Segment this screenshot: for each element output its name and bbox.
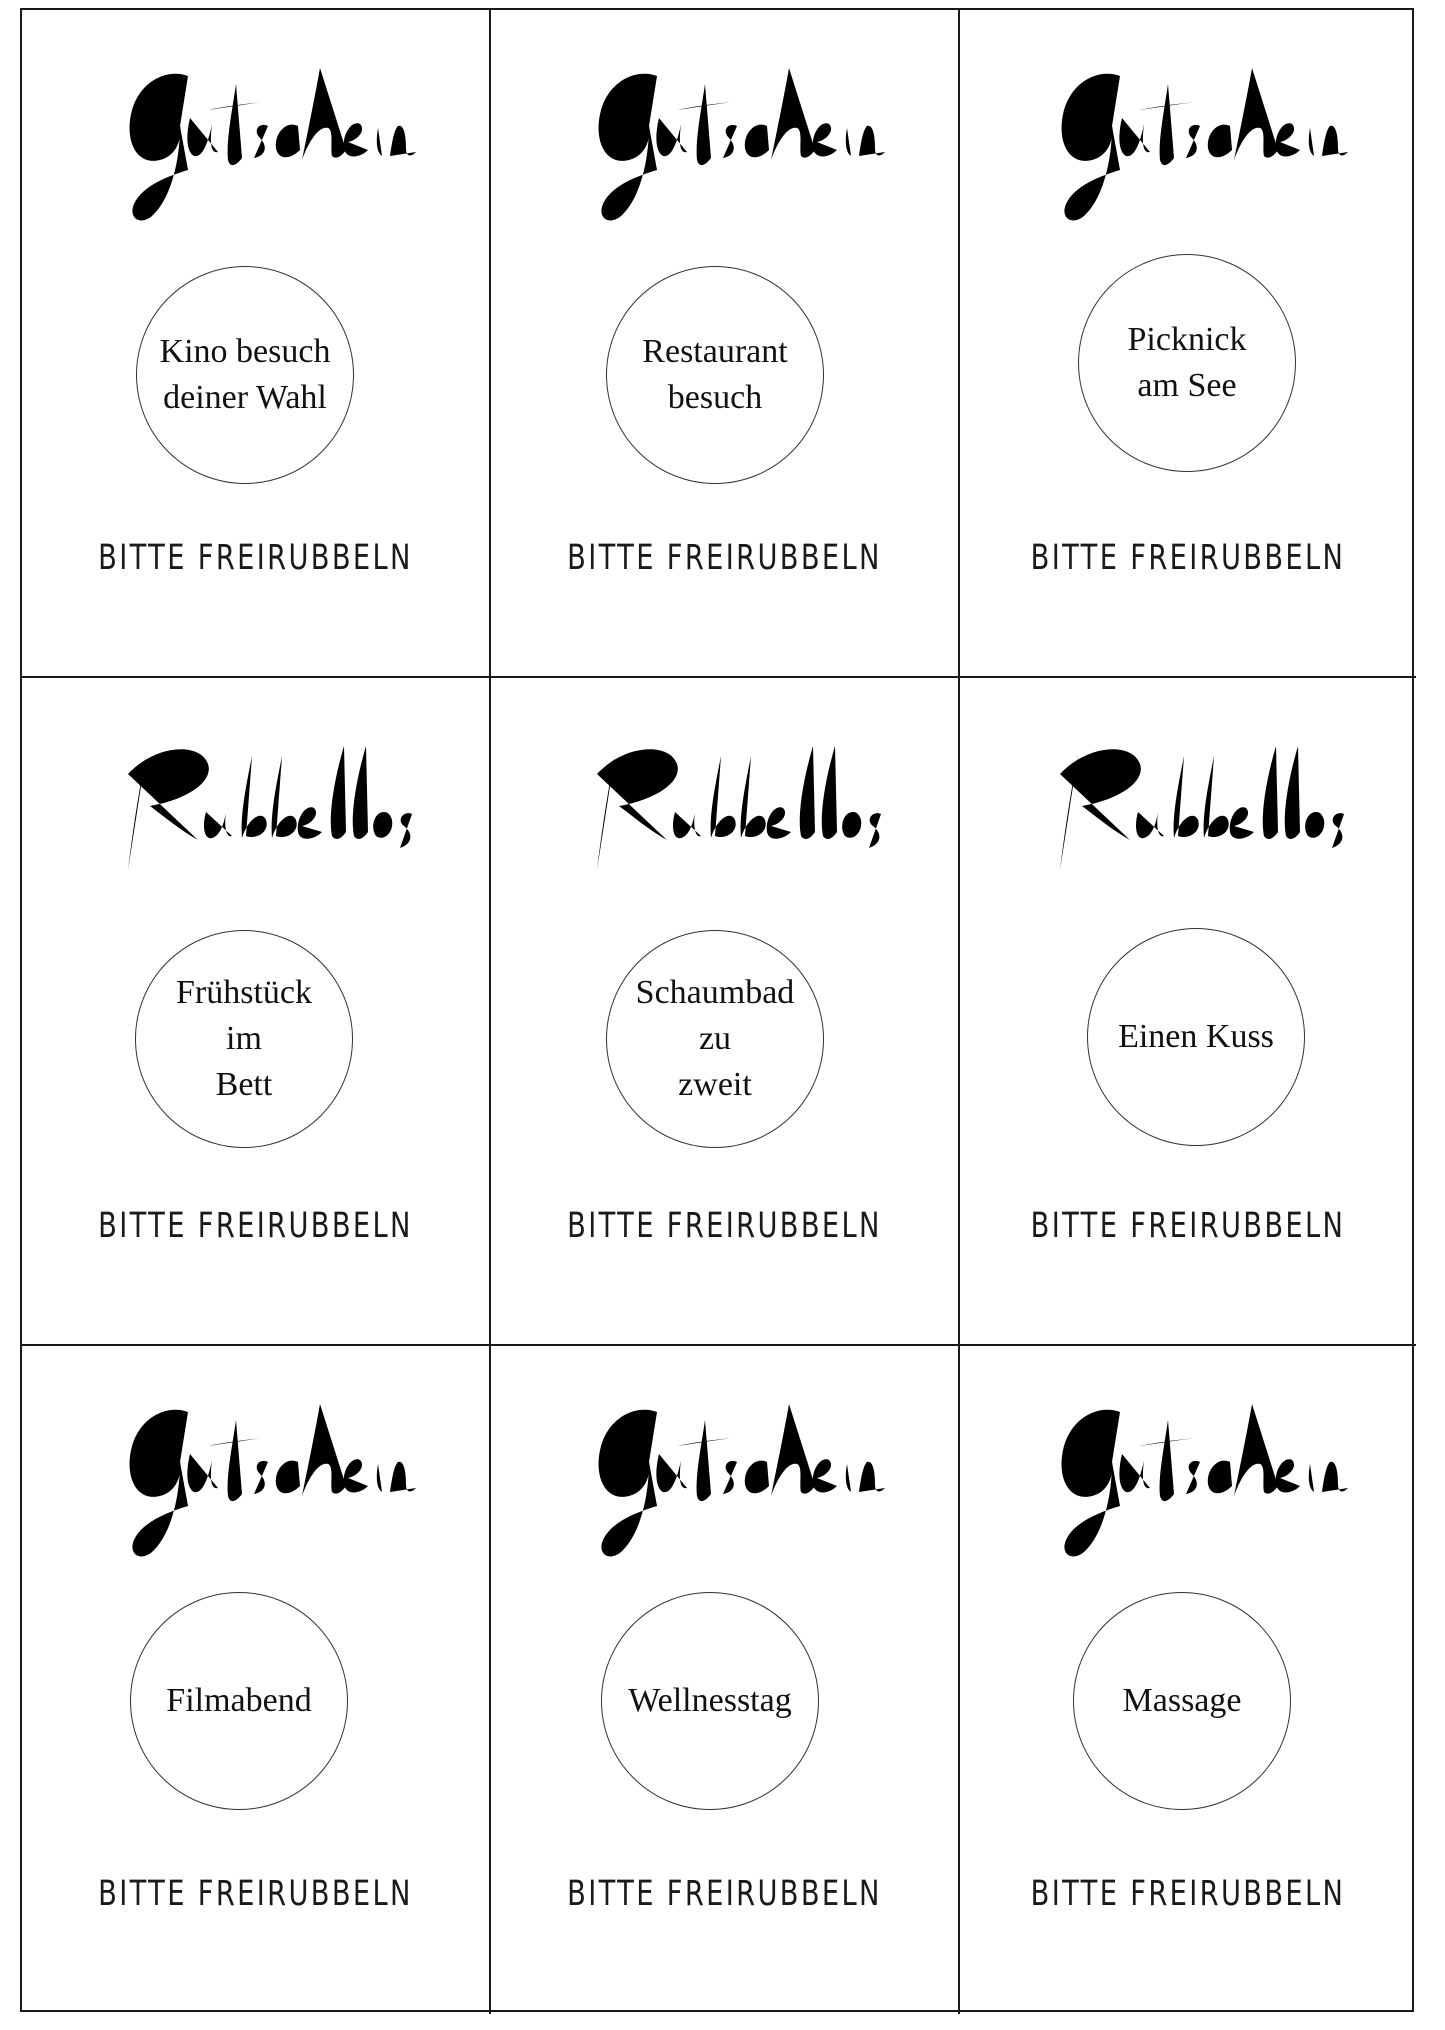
voucher-card-schaumbad [491, 678, 960, 1346]
scratch-circle[interactable] [1073, 1592, 1291, 1810]
prize-text: Einen Kuss [1118, 1018, 1274, 1055]
scratch-instruction: BITTE FREIRUBBELN [567, 1206, 882, 1246]
voucher-sheet [20, 8, 1414, 2012]
card-heading [960, 716, 1416, 916]
prize-text: Wellnesstag [628, 1682, 792, 1719]
scratch-instruction: BITTE FREIRUBBELN [98, 1874, 413, 1914]
scratch-instruction: BITTE FREIRUBBELN [98, 1206, 413, 1246]
voucher-card-fruehstueck [22, 678, 491, 1346]
card-heading [960, 48, 1416, 248]
voucher-card-restaurant [491, 10, 960, 678]
scratch-instruction: BITTE FREIRUBBELN [1030, 1206, 1346, 1246]
rubbellos-script-lettering [545, 716, 905, 916]
voucher-card-picknick [960, 10, 1416, 678]
card-heading [491, 48, 958, 248]
scratch-circle[interactable] [606, 266, 824, 484]
scratch-circle[interactable] [601, 1592, 819, 1810]
prize-text: Schaumbad zu zweit [635, 974, 795, 1103]
rubbellos-script-lettering [1008, 716, 1368, 916]
prize-text: Massage [1122, 1682, 1242, 1719]
prize-text: Kino besuch deiner Wahl [159, 333, 331, 416]
card-heading [22, 716, 489, 916]
scratch-circle[interactable] [135, 930, 353, 1148]
scratch-circle[interactable] [606, 930, 824, 1148]
prize-text: Filmabend [166, 1682, 312, 1719]
gutschein-script-lettering [76, 1384, 436, 1584]
scratch-circle[interactable] [130, 1592, 348, 1810]
gutschein-script-lettering [545, 48, 905, 248]
prize-text: Restaurant besuch [642, 333, 788, 416]
prize-text: Frühstück im Bett [176, 974, 312, 1103]
card-heading [491, 1384, 958, 1584]
scratch-instruction: BITTE FREIRUBBELN [1030, 538, 1346, 578]
voucher-card-filmabend [22, 1346, 491, 2014]
rubbellos-script-lettering [76, 716, 436, 916]
scratch-circle[interactable] [136, 266, 354, 484]
voucher-card-massage [960, 1346, 1416, 2014]
card-heading [22, 48, 489, 248]
card-heading [960, 1384, 1416, 1584]
scratch-instruction: BITTE FREIRUBBELN [1030, 1874, 1346, 1914]
voucher-card-wellnesstag [491, 1346, 960, 2014]
card-heading [491, 716, 958, 916]
card-heading [22, 1384, 489, 1584]
scratch-circle[interactable] [1087, 928, 1305, 1146]
gutschein-script-lettering [76, 48, 436, 248]
voucher-card-kino [22, 10, 491, 678]
gutschein-script-lettering [545, 1384, 905, 1584]
scratch-instruction: BITTE FREIRUBBELN [567, 538, 882, 578]
scratch-instruction: BITTE FREIRUBBELN [98, 538, 413, 578]
gutschein-script-lettering [1008, 1384, 1368, 1584]
scratch-circle[interactable] [1078, 254, 1296, 472]
scratch-instruction: BITTE FREIRUBBELN [567, 1874, 882, 1914]
prize-text: Picknick am See [1127, 321, 1247, 404]
voucher-card-kuss [960, 678, 1416, 1346]
gutschein-script-lettering [1008, 48, 1368, 248]
